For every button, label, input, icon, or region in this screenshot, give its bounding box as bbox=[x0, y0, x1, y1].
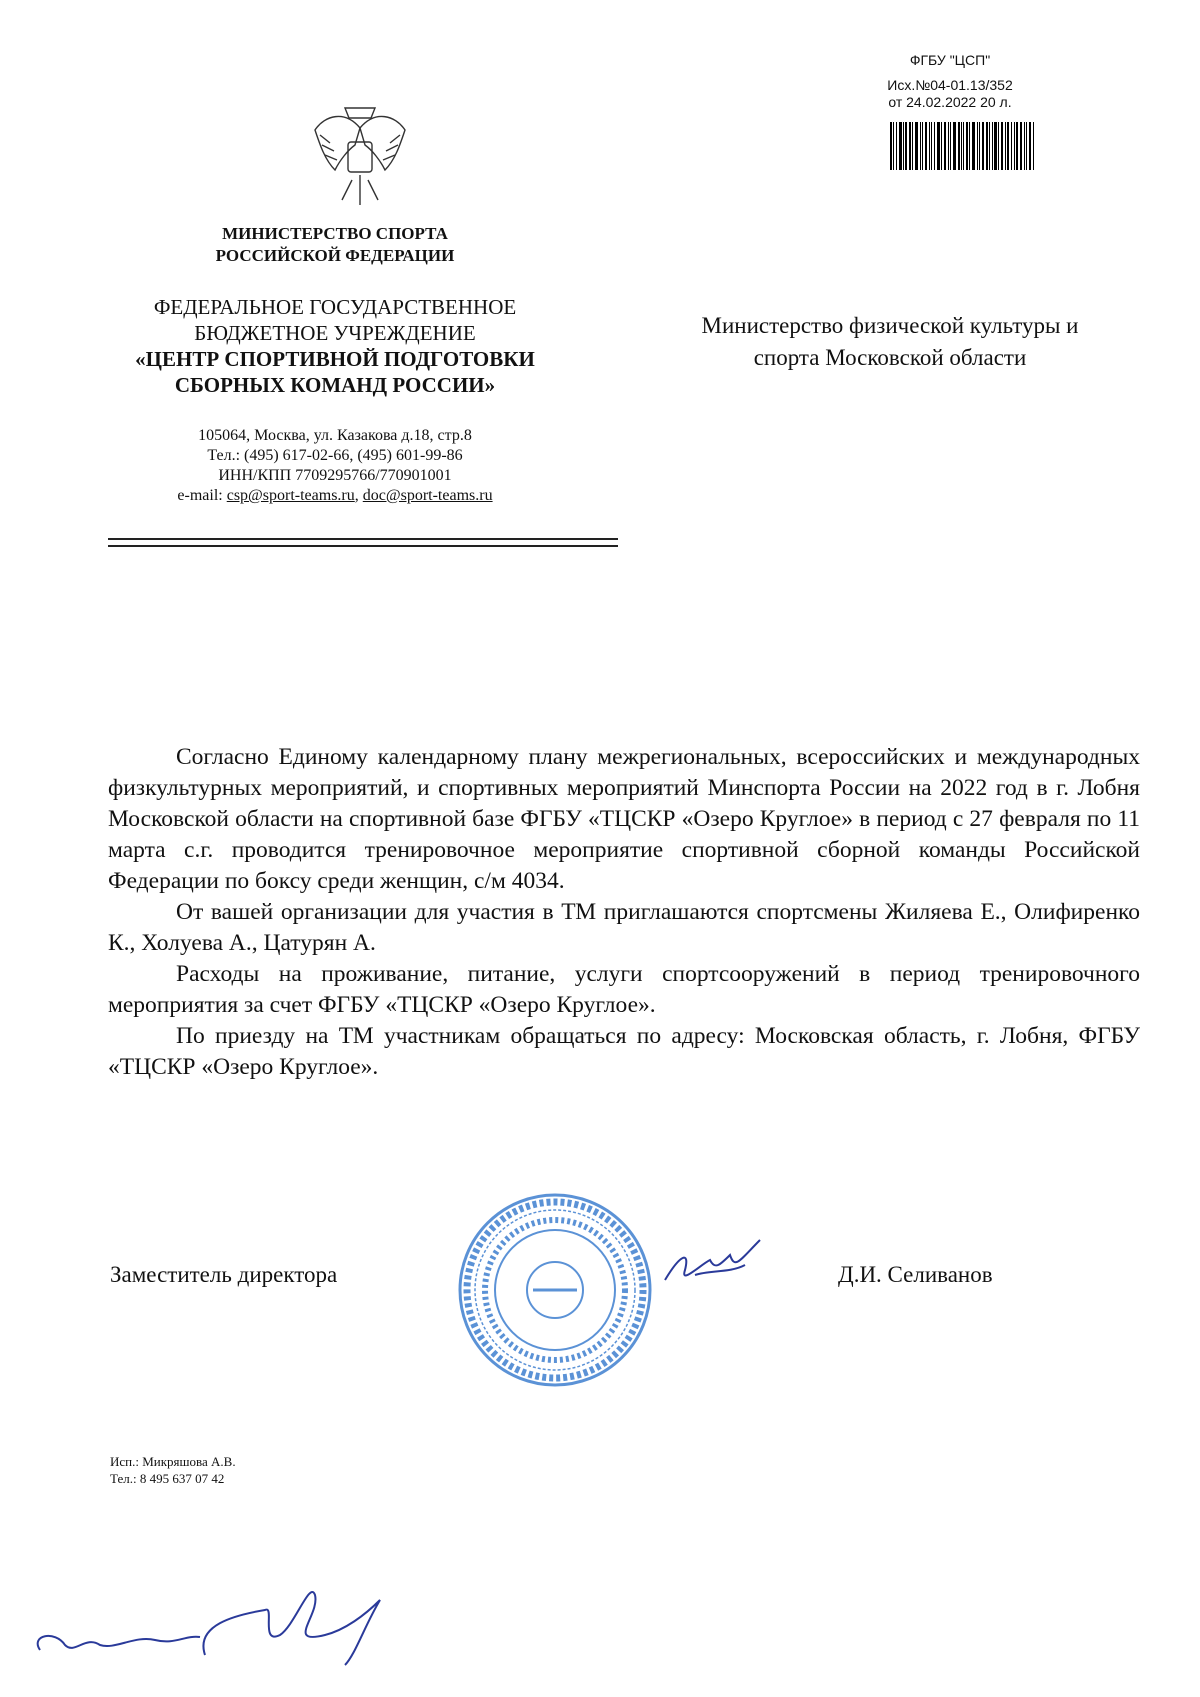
barcode-bar bbox=[963, 122, 964, 170]
barcode-bar bbox=[986, 122, 988, 170]
official-seal bbox=[455, 1190, 655, 1390]
registration-stamp bbox=[880, 52, 1020, 111]
barcode-bar bbox=[998, 122, 999, 170]
barcode-bar bbox=[1014, 122, 1015, 170]
barcode-bar bbox=[1011, 122, 1012, 170]
header-divider bbox=[108, 538, 618, 547]
barcode-bar bbox=[1016, 122, 1018, 170]
barcode-bar bbox=[915, 122, 918, 170]
executor-name: Исп.: Микряшова А.В. bbox=[110, 1454, 236, 1469]
email-link[interactable]: doc@sport-teams.ru bbox=[362, 487, 493, 504]
ministry-line: МИНИСТЕРСТВО СПОРТА bbox=[222, 224, 448, 243]
barcode-bar bbox=[979, 122, 980, 170]
barcode-bar bbox=[890, 122, 892, 170]
barcode-bar bbox=[944, 122, 946, 170]
paragraph: Согласно Единому календарному плану межрегиональных, всероссийских и международных физкультурных мероприятий, и спортивных мероприятий Минспорта России на 2022 год в г. Лобня Московской области на спортивной базе ФГБУ «ТЦСКР «Озеро Круглое» в период с 27 февраля по 11 марта с.г. проводится тренировочное мероприятие спортивной сборной команды Российской Федерации по боксу среди женщин, с/м 4034. bbox=[108, 744, 1140, 894]
barcode-bar bbox=[1024, 122, 1025, 170]
org-name-line: «ЦЕНТР СПОРТИВНОЙ ПОДГОТОВКИ bbox=[135, 347, 535, 371]
ministry-name bbox=[100, 223, 570, 267]
email-line bbox=[100, 486, 570, 506]
barcode-bar bbox=[961, 122, 962, 170]
coat-of-arms-icon bbox=[310, 100, 410, 215]
signatory-position: Заместитель директора bbox=[110, 1262, 338, 1287]
barcode-bar bbox=[893, 122, 894, 170]
signatory-name: Д.И. Селиванов bbox=[838, 1262, 993, 1287]
barcode-bar bbox=[950, 122, 951, 170]
barcode-bar bbox=[992, 122, 993, 170]
barcode-bar bbox=[937, 122, 940, 170]
paragraph: По приезду на ТМ участникам обращаться по адресу: Московская область, г. Лобня, ФГБУ «ТЦСКР «Озеро Круглое». bbox=[108, 1023, 1140, 1080]
barcode-bar bbox=[977, 122, 978, 170]
barcode-bar bbox=[922, 122, 923, 170]
barcode-bar bbox=[920, 122, 921, 170]
contact-block bbox=[100, 426, 570, 506]
letter-body bbox=[108, 742, 1140, 1083]
registration-org: ФГБУ "ЦСП" bbox=[909, 52, 991, 68]
addressee-line: спорта Московской области bbox=[753, 345, 1027, 370]
paragraph: Расходы на проживание, питание, услуги спортсооружений в период тренировочного мероприятия за счет ФГБУ «ТЦСКР «Озеро Круглое». bbox=[108, 961, 1140, 1018]
barcode-bar bbox=[1007, 122, 1009, 170]
phone: Тел.: (495) 617-02-66, (495) 601-99-86 bbox=[207, 447, 463, 464]
outgoing-number: Исх.№04-01.13/352 bbox=[887, 77, 1013, 93]
barcode-bar bbox=[931, 122, 932, 170]
approval-signature-icon bbox=[25, 1575, 395, 1670]
paragraph: От вашей организации для участия в ТМ приглашаются спортсмены Жиляева Е., Олифиренко К., Холуева А., Цатурян А. bbox=[108, 899, 1140, 956]
barcode-bar bbox=[966, 122, 968, 170]
barcode-bar bbox=[1001, 122, 1003, 170]
barcode-bar bbox=[903, 122, 904, 170]
email-label: e-mail: bbox=[177, 487, 227, 504]
org-line: ФЕДЕРАЛЬНОЕ ГОСУДАРСТВЕННОЕ bbox=[153, 295, 517, 319]
barcode-bar bbox=[972, 122, 975, 170]
barcode-bar bbox=[929, 122, 930, 170]
addressee-line: Министерство физической культуры и bbox=[701, 313, 1079, 338]
barcode-bar bbox=[958, 122, 960, 170]
barcode-bar bbox=[1026, 122, 1027, 170]
email-separator: , bbox=[354, 487, 363, 504]
org-name-line: СБОРНЫХ КОМАНД РОССИИ» bbox=[174, 373, 496, 397]
barcode-bar bbox=[899, 122, 902, 170]
barcode-bar bbox=[909, 122, 911, 170]
executor-info bbox=[110, 1453, 236, 1487]
email-link[interactable]: csp@sport-teams.ru bbox=[226, 487, 355, 504]
barcode-bar bbox=[941, 122, 942, 170]
barcode-bar bbox=[934, 122, 936, 170]
barcode-bar bbox=[953, 122, 956, 170]
outgoing-date: от 24.02.2022 20 л. bbox=[888, 94, 1012, 110]
barcode bbox=[890, 122, 1035, 170]
barcode-bar bbox=[1020, 122, 1023, 170]
executor-phone: Тел.: 8 495 637 07 42 bbox=[110, 1471, 225, 1486]
org-line: БЮДЖЕТНОЕ УЧРЕЖДЕНИЕ bbox=[194, 321, 476, 345]
address: 105064, Москва, ул. Казакова д.18, стр.8 bbox=[198, 427, 472, 444]
barcode-bar bbox=[1005, 122, 1006, 170]
ministry-line: РОССИЙСКОЙ ФЕДЕРАЦИИ bbox=[215, 246, 455, 265]
barcode-bar bbox=[994, 122, 997, 170]
barcode-bar bbox=[912, 122, 913, 170]
barcode-bar bbox=[969, 122, 970, 170]
barcode-bar bbox=[1029, 122, 1031, 170]
inn-kpp: ИНН/КПП 7709295766/770901001 bbox=[218, 467, 452, 484]
barcode-bar bbox=[982, 122, 984, 170]
barcode-bar bbox=[905, 122, 907, 170]
barcode-bar bbox=[896, 122, 897, 170]
signature-icon bbox=[660, 1235, 770, 1295]
barcode-bar bbox=[925, 122, 927, 170]
barcode-bar bbox=[1033, 122, 1034, 170]
barcode-bar bbox=[948, 122, 949, 170]
organization-name bbox=[100, 294, 570, 398]
barcode-bar bbox=[989, 122, 990, 170]
addressee bbox=[650, 310, 1130, 374]
